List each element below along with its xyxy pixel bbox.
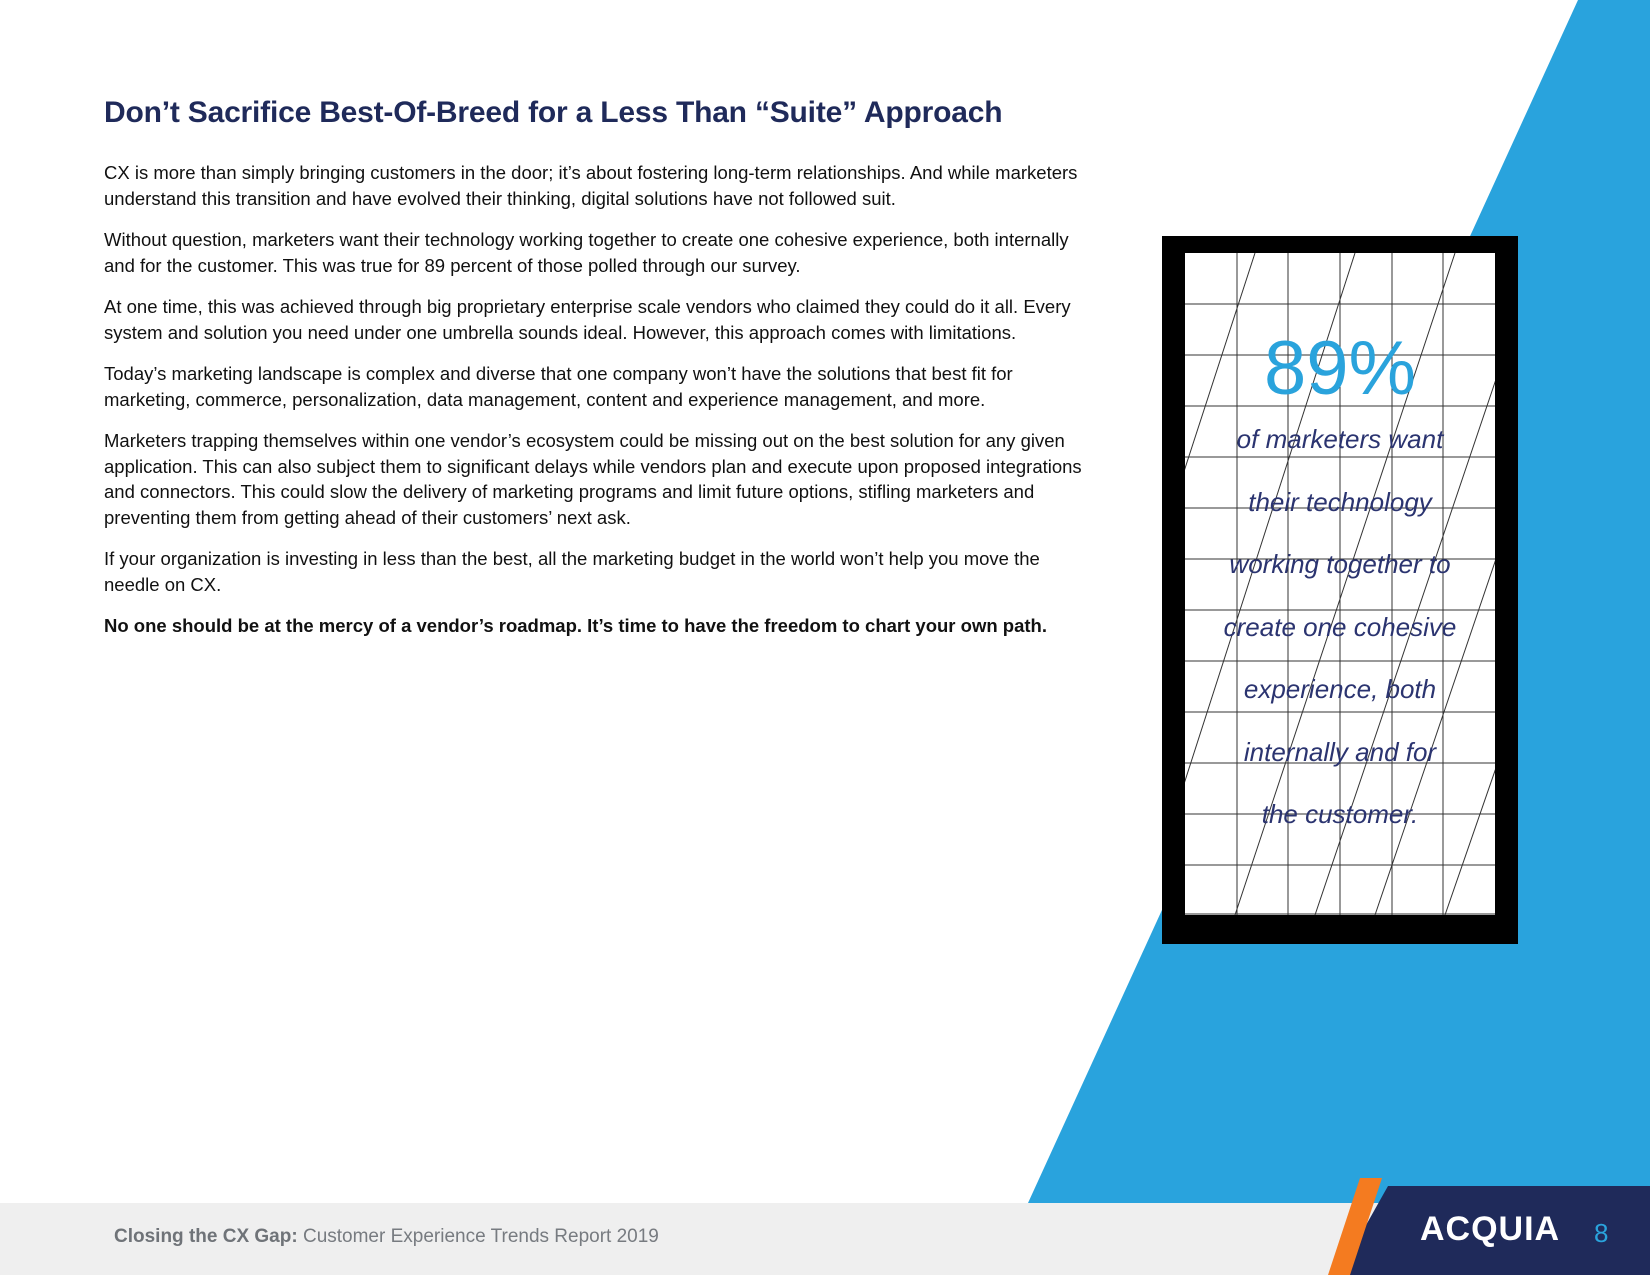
stat-callout <box>1162 236 1518 944</box>
article-body <box>104 160 1084 655</box>
page-heading: Don’t Sacrifice Best-Of-Breed for a Less Than “Suite” Approach <box>104 96 1003 129</box>
stat-line: experience, both <box>1243 674 1437 704</box>
footer-report-bold: Closing the CX Gap: <box>114 1226 298 1247</box>
stat-line: their technology <box>1248 486 1432 517</box>
page-number: 8 <box>1594 1218 1609 1248</box>
stat-line: of marketers want <box>1236 424 1444 454</box>
stat-description <box>1185 425 1495 863</box>
stat-line: the customer. <box>1261 799 1419 829</box>
stat-line: internally and for <box>1243 736 1437 767</box>
closing-statement: No one should be at the mercy of a vendor’s roadmap. It’s time to have the freedom to chart your own path. <box>104 615 1047 636</box>
acquia-logo: ACQUIA <box>1420 1210 1561 1248</box>
stat-callout-panel <box>1185 253 1495 915</box>
paragraph: Without question, marketers want their technology working together to create one cohesive experience, both internally and for the customer. This was true for 89 percent of those polled through our survey. <box>104 229 1069 276</box>
stat-line: working together to <box>1229 549 1451 579</box>
paragraph: Marketers trapping themselves within one vendor’s ecosystem could be missing out on the best solution for any given application. This can also subject them to significant delays while vendors plan and execute upon proposed integrations and connectors. This could slow the delivery of marketing programs and limit future options, stifling marketers and preventing them from getting ahead of their customers’ next ask. <box>104 430 1082 528</box>
footer-report-rest: Customer Experience Trends Report 2019 <box>297 1226 659 1247</box>
paragraph: At one time, this was achieved through big proprietary enterprise scale vendors who claimed they could do it all. Every system and solution you need under one umbrella sounds ideal. However, this approach comes with limitations. <box>104 296 1071 343</box>
stat-line: create one cohesive <box>1223 611 1457 642</box>
paragraph: CX is more than simply bringing customers in the door; it’s about fostering long-term relationships. And while marketers understand this transition and have evolved their thinking, digital solutions have not followed suit. <box>104 162 1078 209</box>
stat-value: 89% <box>1263 326 1417 411</box>
paragraph: Today’s marketing landscape is complex and diverse that one company won’t have the solutions that best fit for marketing, commerce, personalization, data management, content and experience management, and more. <box>104 363 1013 410</box>
footer-report-title <box>114 1226 659 1248</box>
paragraph: If your organization is investing in less than the best, all the marketing budget in the world won’t help you move the needle on CX. <box>104 548 1040 595</box>
